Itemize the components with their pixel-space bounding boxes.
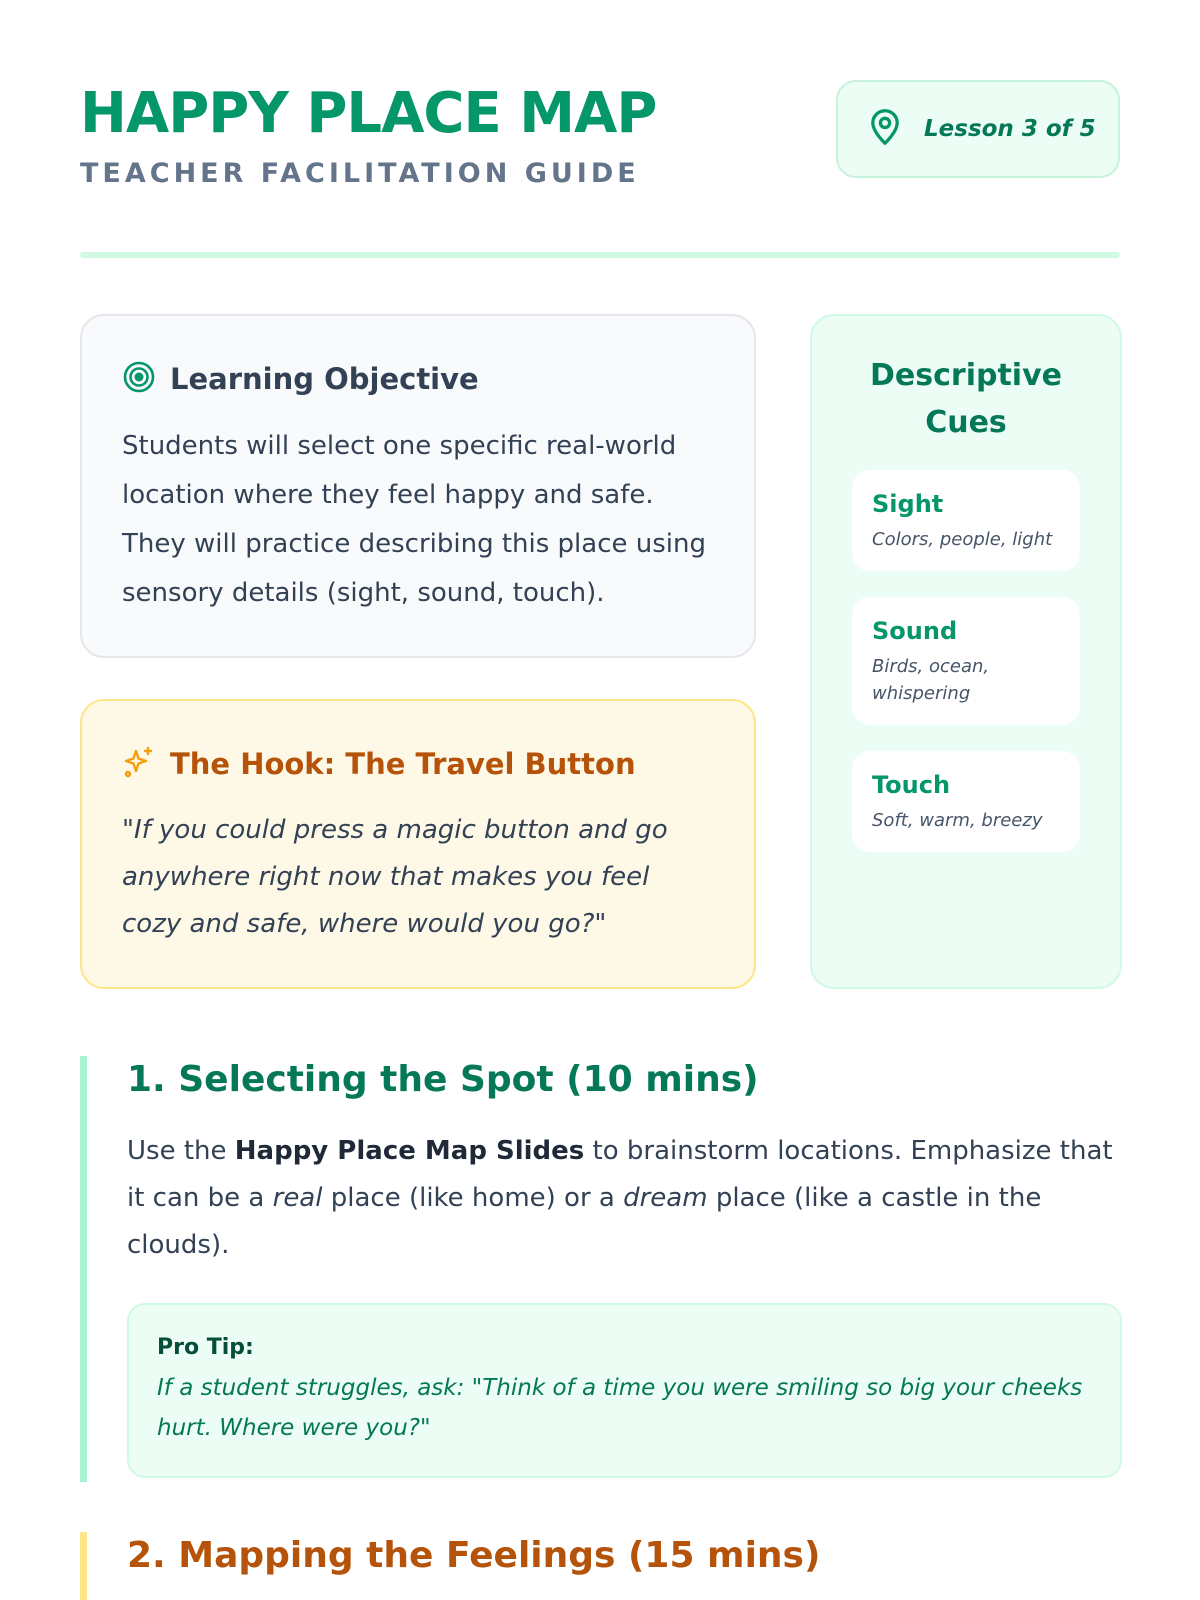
body-text-segment: to brainstorm locations. Emphasize that it can be a (127, 1135, 1113, 1213)
cue-label: Touch (872, 771, 951, 799)
body-text-segment: Use the (127, 1135, 235, 1166)
emphasis-real: real (272, 1182, 323, 1213)
section-title: 2. Mapping the Feelings (15 mins) (127, 1535, 821, 1576)
cues-title: Descriptive Cues (870, 358, 1062, 440)
objective-title: Learning Objective (170, 362, 479, 396)
section-title: 1. Selecting the Spot (10 mins) (127, 1059, 759, 1100)
cue-label: Sound (872, 617, 958, 645)
cue-card-touch (852, 751, 1080, 852)
hook-quote: "If you could press a magic button and go anywhere right now that makes you feel cozy and safe, where would you go?" (122, 815, 668, 939)
hook-card (80, 699, 756, 989)
emphasis-dream: dream (623, 1182, 708, 1213)
section-mapping-feelings (80, 1532, 1122, 1600)
pro-tip-box (127, 1303, 1122, 1478)
body-text-segment: place (like a castle in the clouds). (127, 1182, 1042, 1260)
section-selecting-spot (80, 1056, 1122, 1482)
lesson-badge (836, 80, 1120, 178)
header-divider (80, 252, 1120, 258)
cue-card-sound (852, 597, 1080, 725)
learning-objective-card (80, 314, 756, 658)
hook-title: The Hook: The Travel Button (170, 747, 636, 781)
cue-label: Sight (872, 490, 944, 518)
cue-description: Soft, warm, breezy (872, 810, 1043, 831)
page-header (80, 80, 1120, 190)
page-subtitle: TEACHER FACILITATION GUIDE (80, 158, 640, 189)
pro-tip-text: If a student struggles, ask: "Think of a time you were smiling so big your cheeks hurt. Where were you?" (157, 1374, 1083, 1441)
body-text-segment: place (like home) or a (322, 1182, 624, 1213)
slides-reference: Happy Place Map Slides (234, 1135, 585, 1166)
pro-tip-label: Pro Tip: (157, 1334, 254, 1360)
cue-description: Colors, people, light (872, 529, 1053, 550)
lesson-progress: Lesson 3 of 5 (924, 116, 1096, 142)
section-body (127, 1128, 1122, 1269)
map-pin-icon (868, 108, 902, 150)
descriptive-cues-panel (810, 314, 1122, 989)
sparkles-icon (122, 745, 156, 783)
cue-card-sight (852, 470, 1080, 571)
page-title: HAPPY PLACE MAP (80, 81, 657, 146)
target-icon (122, 360, 156, 398)
cue-description: Birds, ocean, whispering (872, 656, 990, 704)
objective-text: Students will select one specific real-world location where they feel happy and safe. They will practice describing this place using sensory details (sight, sound, touch). (122, 431, 706, 608)
